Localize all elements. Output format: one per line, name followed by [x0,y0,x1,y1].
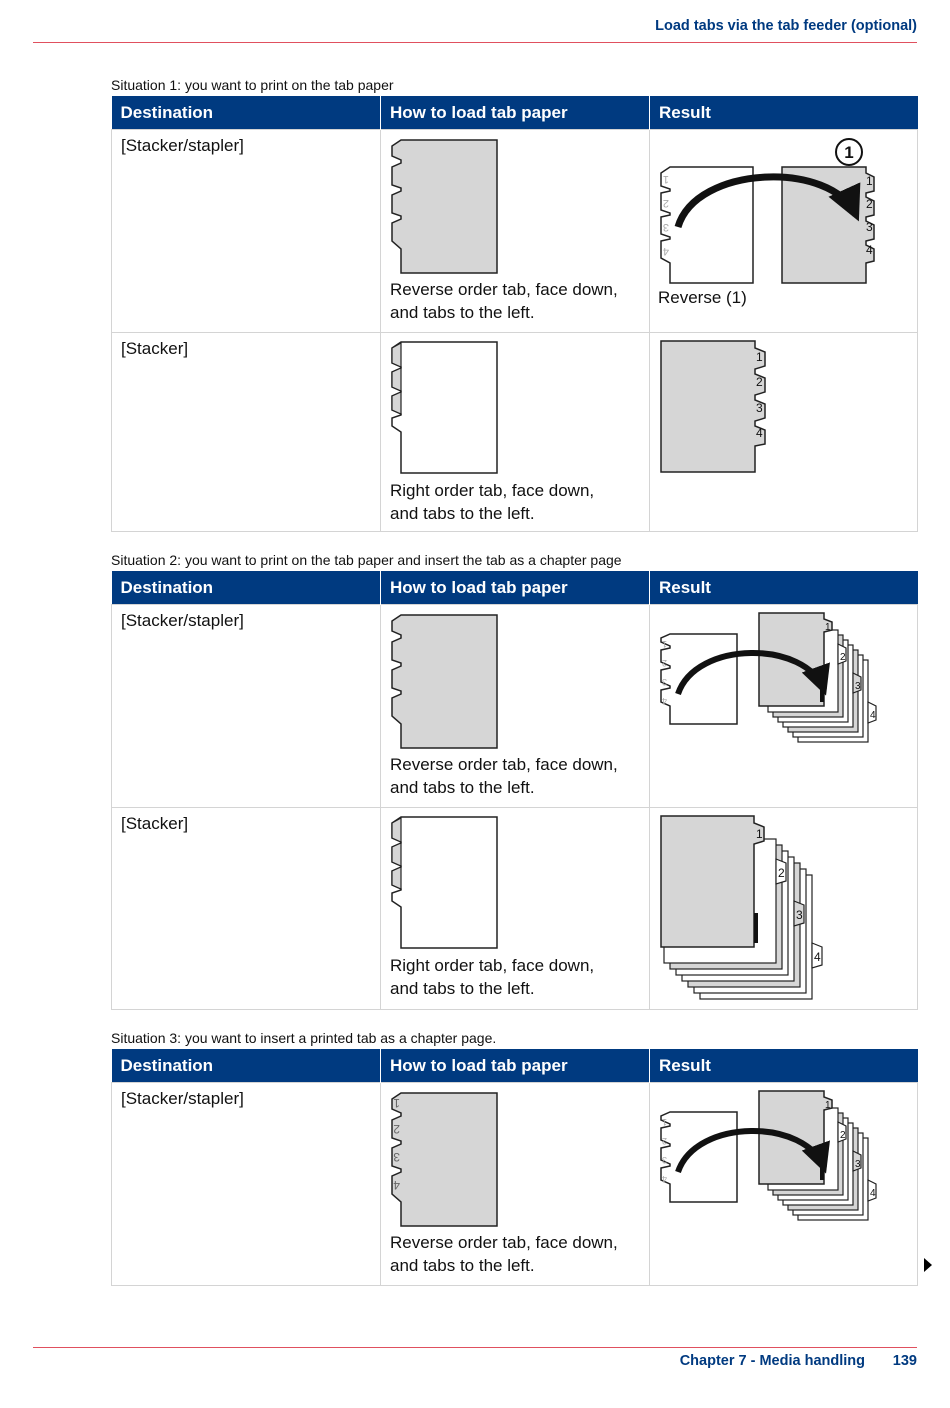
faded-tab-label: 3 [661,677,667,687]
destination-cell: [Stacker] [121,814,189,833]
load-instruction-line-1: Reverse order tab, face down, [390,280,618,299]
tab-label: 4 [814,950,821,964]
page-number: 139 [892,1353,917,1369]
faded-tab-label: 4 [662,245,669,257]
tab-label: 3 [866,220,873,234]
situation-1-table [111,96,918,532]
destination-cell: [Stacker/stapler] [121,611,244,630]
stacked-result-illustration [656,338,916,478]
load-instruction-line-1: Reverse order tab, face down, [390,755,618,774]
callout-number: 1 [844,143,854,162]
printed-tab-label: 4 [393,1178,400,1192]
destination-cell: [Stacker/stapler] [121,1089,244,1108]
tab-label: 1 [825,1100,831,1111]
reverse-order-tab-gray-illustration [389,137,504,277]
tab-label: 2 [840,652,846,663]
tab-label: 2 [756,375,763,389]
tab-label: 3 [756,401,763,415]
faded-tab-label: 4 [661,696,667,706]
printed-tab-label: 1 [393,1096,400,1110]
load-instruction-line-2: and tabs to the left. [390,504,535,523]
right-order-tab-white-illustration [389,340,504,480]
table-header-row [112,1049,918,1083]
situation-3-caption: Situation 3: you want to insert a printed tab as a chapter page. [111,1030,497,1046]
load-instruction-line-1: Right order tab, face down, [390,481,595,500]
column-header-destination: Destination [112,571,381,605]
table-header-row [112,571,918,605]
load-instruction-line-1: Right order tab, face down, [390,956,595,975]
tab-label: 4 [866,243,873,257]
tab-label: 2 [866,197,873,211]
chapter-insert-result-illustration [656,610,916,750]
tab-label: 2 [778,866,785,880]
next-page-arrow-icon[interactable] [924,1258,932,1272]
load-instruction-line-2: and tabs to the left. [390,979,535,998]
printed-tab-label: 2 [393,1122,400,1136]
load-instruction-line-1: Reverse order tab, face down, [390,1233,618,1252]
load-instruction-line-2: and tabs to the left. [390,303,535,322]
chapter-stack-result-illustration [656,813,916,1003]
tab-label: 3 [796,908,803,922]
tab-label: 4 [756,426,763,440]
column-header-result: Result [650,1049,918,1083]
tab-label: 3 [855,681,861,692]
situation-1-caption: Situation 1: you want to print on the tab paper [111,77,394,93]
column-header-result: Result [650,571,918,605]
load-instruction-line-2: and tabs to the left. [390,778,535,797]
table-row [112,605,918,808]
tab-label: 1 [825,622,831,633]
tab-label: 4 [870,710,876,721]
running-header-title: Load tabs via the tab feeder (optional) [655,18,917,34]
tab-label: 1 [756,350,763,364]
situation-2-table [111,571,918,1010]
tab-label: 1 [866,174,873,188]
column-header-destination: Destination [112,96,381,130]
right-order-tab-white-illustration [389,815,504,955]
faded-tab-label: 2 [661,658,667,668]
destination-cell: [Stacker] [121,339,189,358]
tab-label: 1 [756,827,763,841]
footer-rule [33,1347,917,1348]
table-row [112,1083,918,1286]
faded-tab-label: 1 [661,639,667,649]
destination-cell: [Stacker/stapler] [121,136,244,155]
tab-label: 3 [855,1159,861,1170]
load-instruction-line-2: and tabs to the left. [390,1256,535,1275]
table-row [112,130,918,333]
column-header-destination: Destination [112,1049,381,1083]
faded-tab-label: 3 [662,221,669,233]
faded-tab-label: 1 [662,173,669,185]
faded-tab-label: 2 [661,1136,667,1146]
situation-2-caption: Situation 2: you want to print on the tab paper and insert the tab as a chapter page [111,552,622,568]
reverse-order-tab-gray-illustration [389,612,504,752]
printed-tab-label: 3 [393,1150,400,1164]
table-row [112,333,918,532]
column-header-how-to-load: How to load tab paper [381,96,650,130]
situation-3-table [111,1049,918,1286]
faded-tab-label: 2 [662,197,669,209]
table-row [112,808,918,1010]
reverse-result-illustration [656,135,916,290]
tab-label: 4 [870,1188,876,1199]
header-rule [33,42,917,43]
chapter-insert-result-illustration [656,1088,916,1228]
tab-label: 2 [840,1130,846,1141]
column-header-how-to-load: How to load tab paper [381,571,650,605]
result-caption: Reverse (1) [658,288,747,307]
reverse-order-printed-tab-illustration [389,1090,504,1230]
table-header-row [112,96,918,130]
faded-tab-label: 4 [661,1174,667,1184]
faded-tab-label: 1 [661,1117,667,1127]
column-header-result: Result [650,96,918,130]
footer-chapter-title: Chapter 7 - Media handling [679,1353,865,1369]
faded-tab-label: 3 [661,1155,667,1165]
column-header-how-to-load: How to load tab paper [381,1049,650,1083]
